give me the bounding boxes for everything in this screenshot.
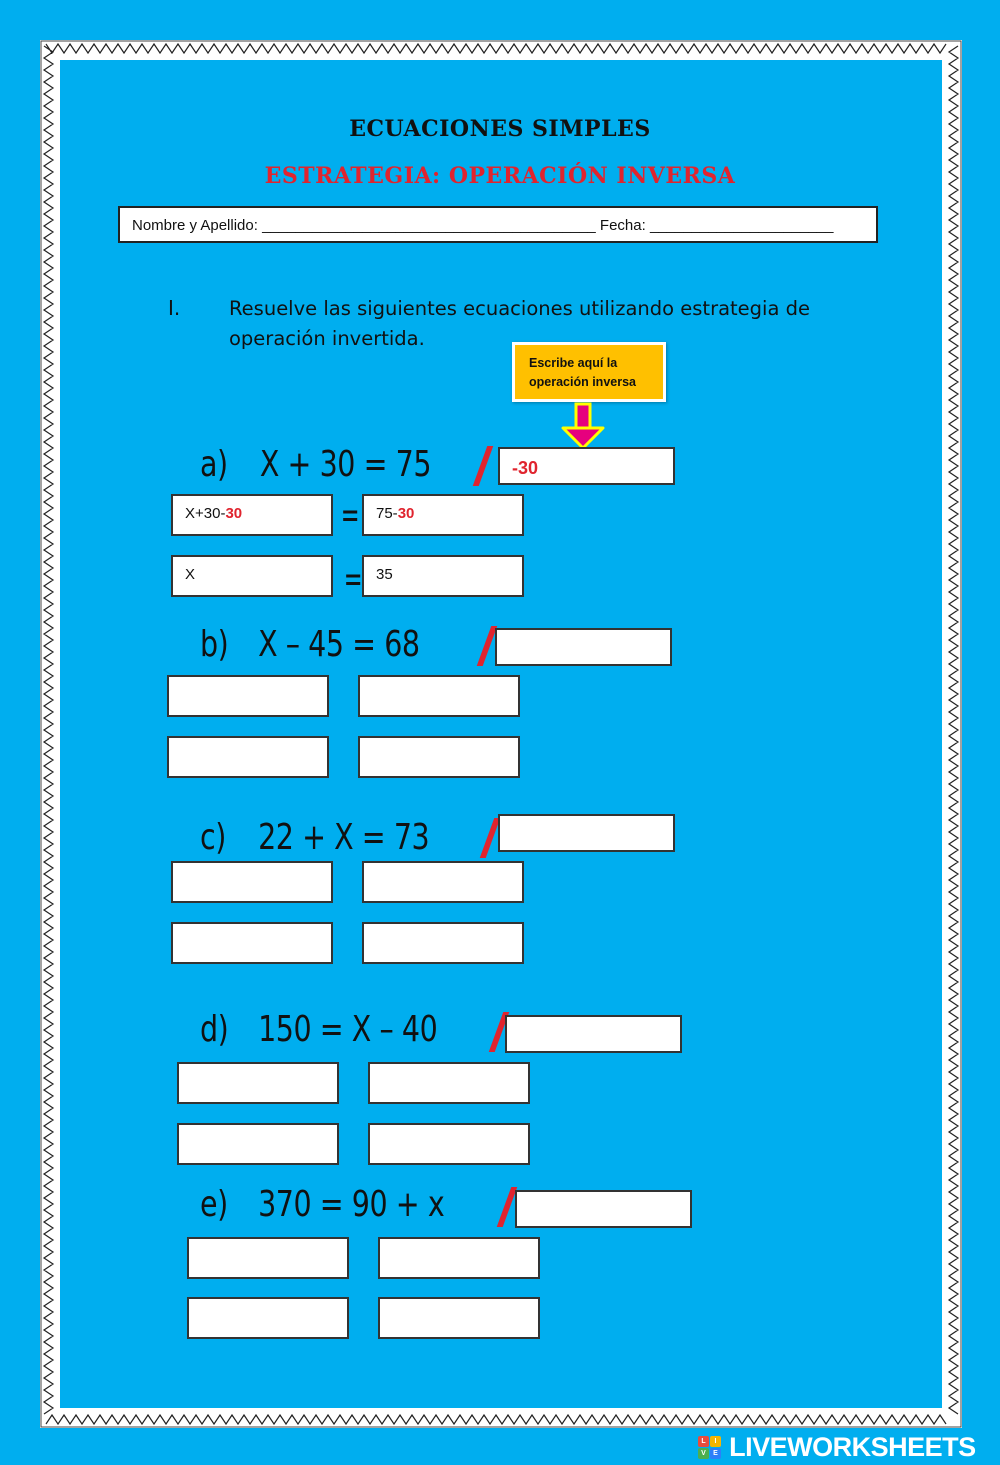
step2-left-input-b[interactable] [167,736,329,778]
inverse-operation-input-a[interactable]: -30 [498,447,675,485]
equation-a [200,444,431,485]
step2-right-input-e[interactable] [378,1297,540,1339]
equation-text: 370 = 90 + x [258,1184,445,1225]
step1-left-input-e[interactable] [187,1237,349,1279]
step2-right-input-d[interactable] [368,1123,530,1165]
step-text: 75- [376,505,398,522]
equation-label: b) [200,624,229,665]
inverse-operation-input-c[interactable] [498,814,675,852]
step1-left-input-c[interactable] [171,861,333,903]
equals-sign: = [345,564,362,595]
step1-right-input-a[interactable] [362,494,524,536]
step2-right-input-b[interactable] [358,736,520,778]
equation-label: c) [200,817,226,858]
liveworksheets-logo [698,1432,976,1462]
instruction-text: Resuelve las siguientes ecuaciones utilizando estrategia de operación invertida. [229,297,811,350]
equation-d [200,1009,437,1050]
inverse-operation-input-b[interactable] [495,628,672,666]
step1-right-input-b[interactable] [358,675,520,717]
worksheet-area [60,60,942,1408]
step2-right-input-c[interactable] [362,922,524,964]
step2-right-input-a[interactable]: 35 [362,555,524,597]
inverse-operation-input-e[interactable] [515,1190,692,1228]
logo-text: LIVEWORKSHEETS [729,1432,976,1462]
equation-c [200,817,429,858]
step1-right-input-e[interactable] [378,1237,540,1279]
step1-left-input-b[interactable] [167,675,329,717]
instruction-number: I. [168,296,181,320]
step-text: X+30- [185,505,226,522]
equation-e [200,1184,444,1225]
equation-text: 22 + X = 73 [258,817,430,858]
name-date-line: Nombre y Apellido: ________________________________________ Fecha: ______________________ [118,206,878,243]
equation-text: X + 30 = 75 [259,444,432,485]
step-highlight: 30 [225,505,243,522]
step2-left-input-d[interactable] [177,1123,339,1165]
inverse-operation-input-d[interactable] [505,1015,682,1053]
equation-text: X – 45 = 68 [258,624,420,665]
equation-b [200,624,420,665]
equation-label: a) [200,444,228,485]
step1-right-input-c[interactable] [362,861,524,903]
equation-label: e) [200,1184,228,1225]
page-title: ECUACIONES SIMPLES [349,116,651,142]
logo-blocks-icon: L I V E [698,1436,722,1460]
step2-left-input-a[interactable]: X [171,555,333,597]
step2-left-input-c[interactable] [171,922,333,964]
step1-left-input-a[interactable] [171,494,333,536]
equation-text: 150 = X – 40 [258,1009,438,1050]
step2-left-input-e[interactable] [187,1297,349,1339]
equals-sign: = [342,500,359,531]
step1-right-input-d[interactable] [368,1062,530,1104]
step-highlight: 30 [397,505,415,522]
step1-left-input-d[interactable] [177,1062,339,1104]
page-subtitle: ESTRATEGIA: OPERACIÓN INVERSA [264,163,736,189]
equation-label: d) [200,1009,229,1050]
inverse-operation-tip: Escribe aquí la operación inversa [512,342,666,402]
down-arrow-icon [559,402,607,450]
